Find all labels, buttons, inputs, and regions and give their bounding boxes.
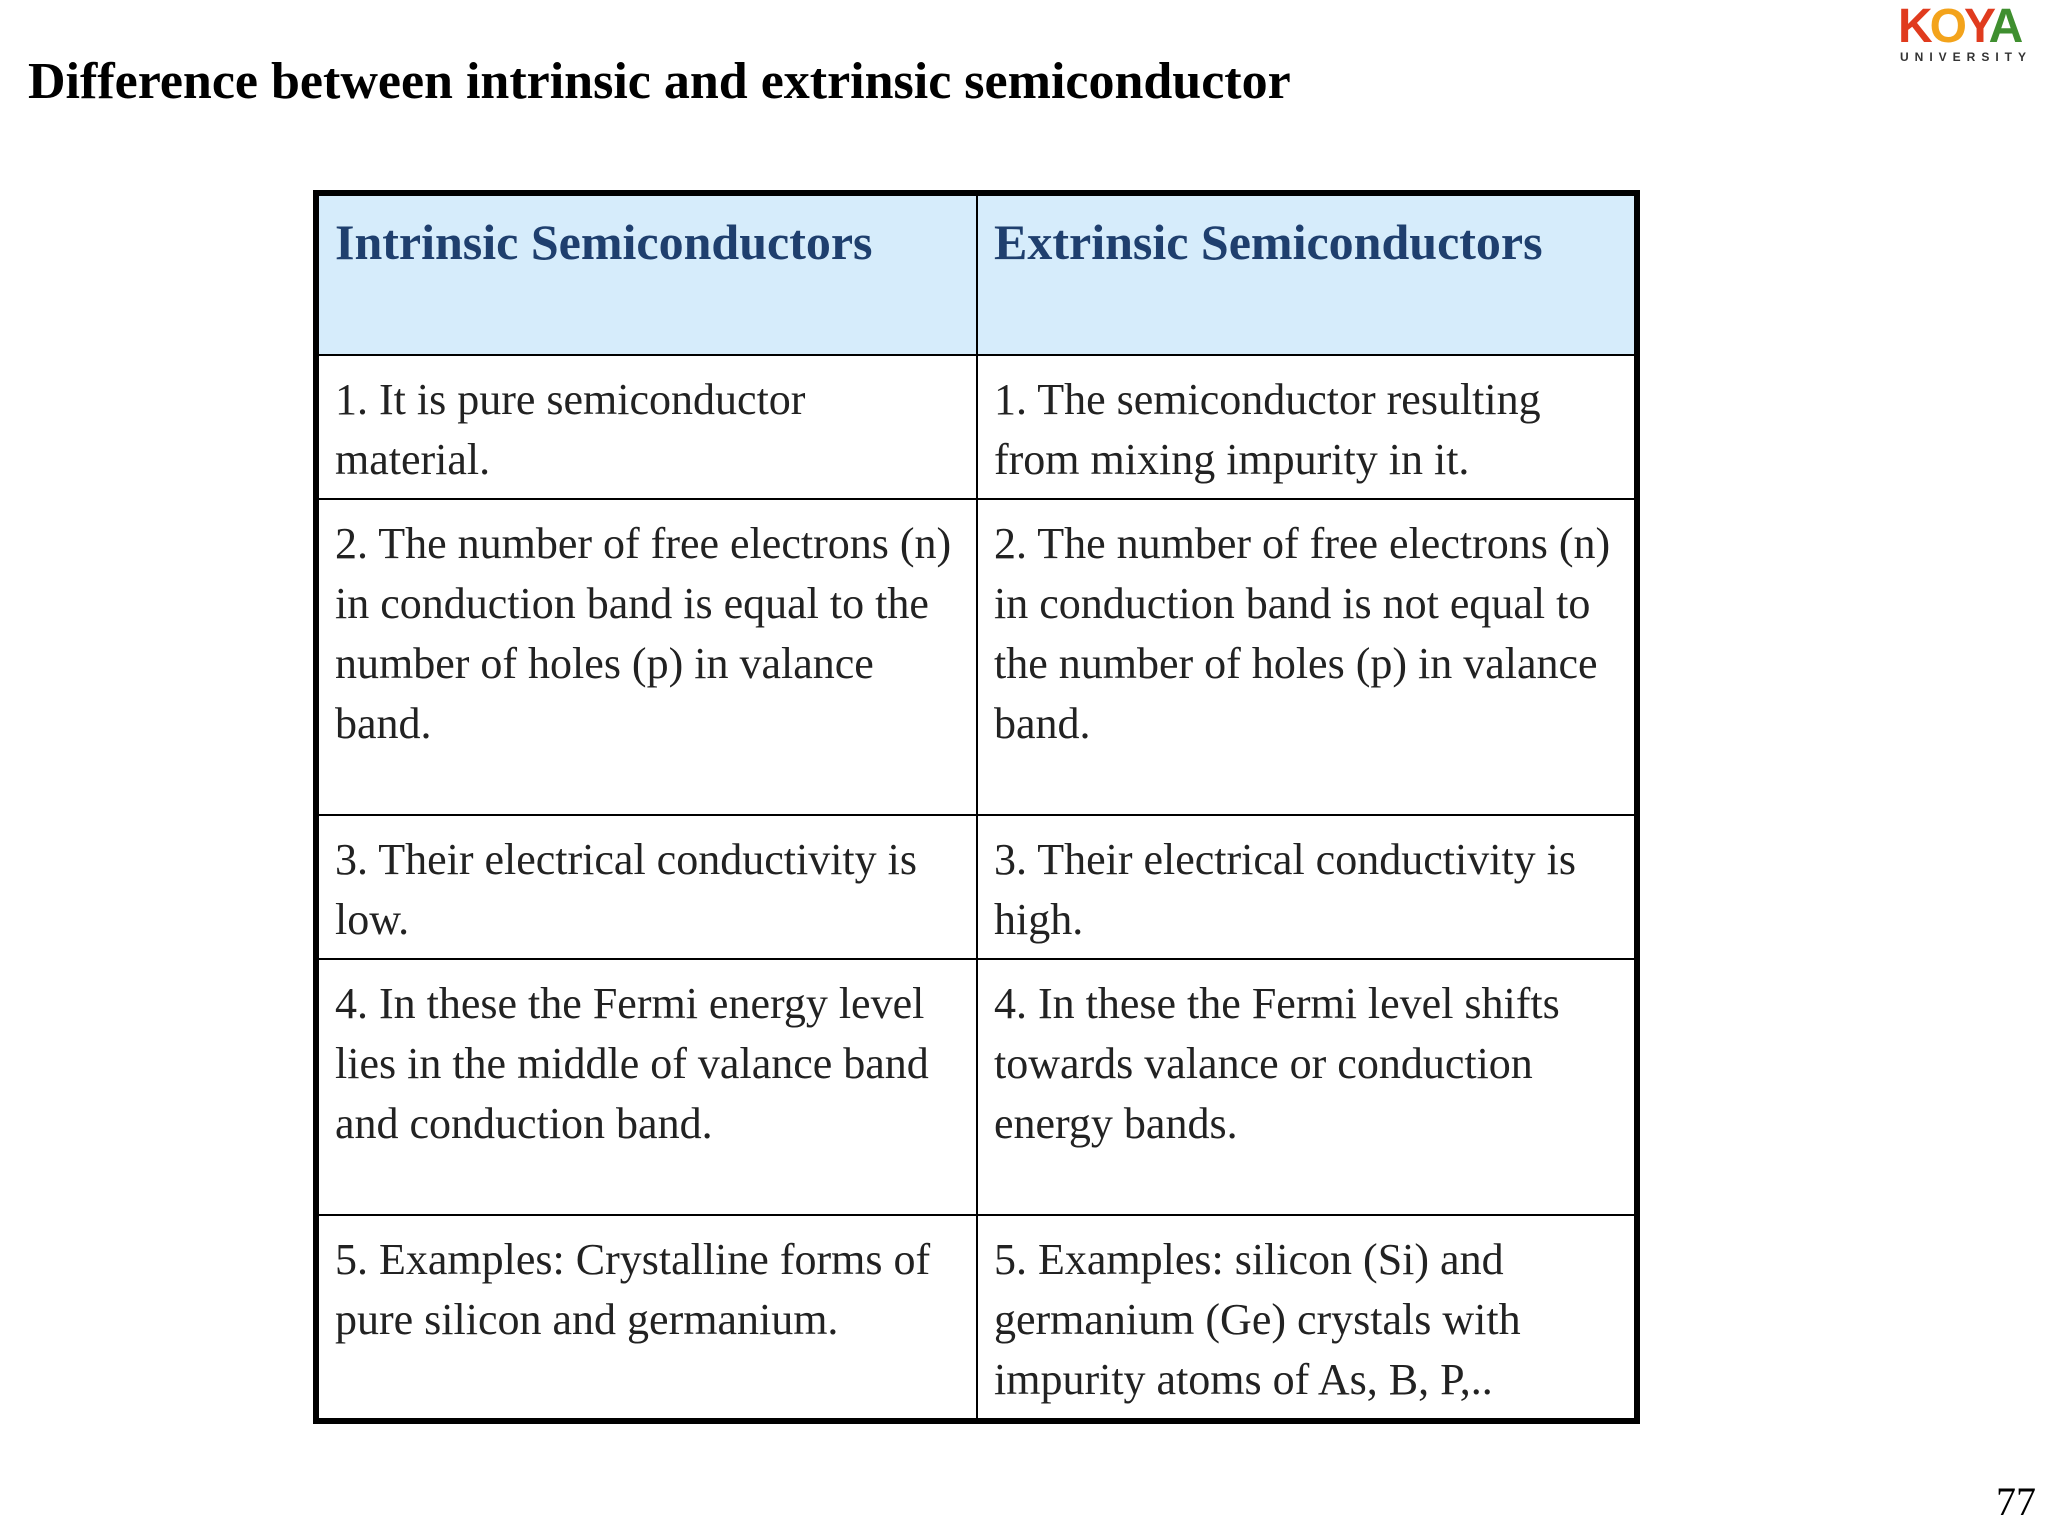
table-row xyxy=(316,355,1637,499)
page-number: 77 xyxy=(1996,1479,2036,1524)
logo-letter-o-sun-icon: O xyxy=(1929,0,1965,53)
logo-letter-k: K xyxy=(1898,0,1930,53)
cell-intrinsic: 2. The number of free electrons (n) in conduction band is equal to the number of holes (p) in valance band. xyxy=(316,499,977,815)
logo-letter-y: Y xyxy=(1964,0,1989,53)
koya-university-logo xyxy=(1896,2,2044,66)
table-row xyxy=(316,815,1637,959)
cell-extrinsic: 2. The number of free electrons (n) in conduction band is not equal to the number of holes (p) in valance band. xyxy=(977,499,1637,815)
cell-extrinsic: 1. The semiconductor resulting from mixing impurity in it. xyxy=(977,355,1637,499)
logo-wordmark xyxy=(1898,2,2020,52)
cell-intrinsic: 4. In these the Fermi energy level lies in the middle of valance band and conduction band. xyxy=(316,959,977,1215)
slide-title: Difference between intrinsic and extrinsic semiconductor xyxy=(28,53,1291,110)
table-row xyxy=(316,1215,1637,1421)
logo-letter-a: A xyxy=(1988,0,2021,53)
cell-intrinsic: 3. Their electrical conductivity is low. xyxy=(316,815,977,959)
table-header-row xyxy=(316,193,1637,355)
cell-intrinsic: 5. Examples: Crystalline forms of pure silicon and germanium. xyxy=(316,1215,977,1421)
cell-intrinsic: 1. It is pure semiconductor material. xyxy=(316,355,977,499)
comparison-table xyxy=(313,190,1640,1424)
cell-extrinsic: 3. Their electrical conductivity is high. xyxy=(977,815,1637,959)
header-extrinsic: Extrinsic Semiconductors xyxy=(977,193,1637,355)
cell-extrinsic: 5. Examples: silicon (Si) and germanium (Ge) crystals with impurity atoms of As, B, P,.. xyxy=(977,1215,1637,1421)
cell-extrinsic: 4. In these the Fermi level shifts towards valance or conduction energy bands. xyxy=(977,959,1637,1215)
table-row xyxy=(316,499,1637,815)
header-intrinsic: Intrinsic Semiconductors xyxy=(316,193,977,355)
logo-subtitle: UNIVERSITY xyxy=(1900,50,2033,64)
table-row xyxy=(316,959,1637,1215)
